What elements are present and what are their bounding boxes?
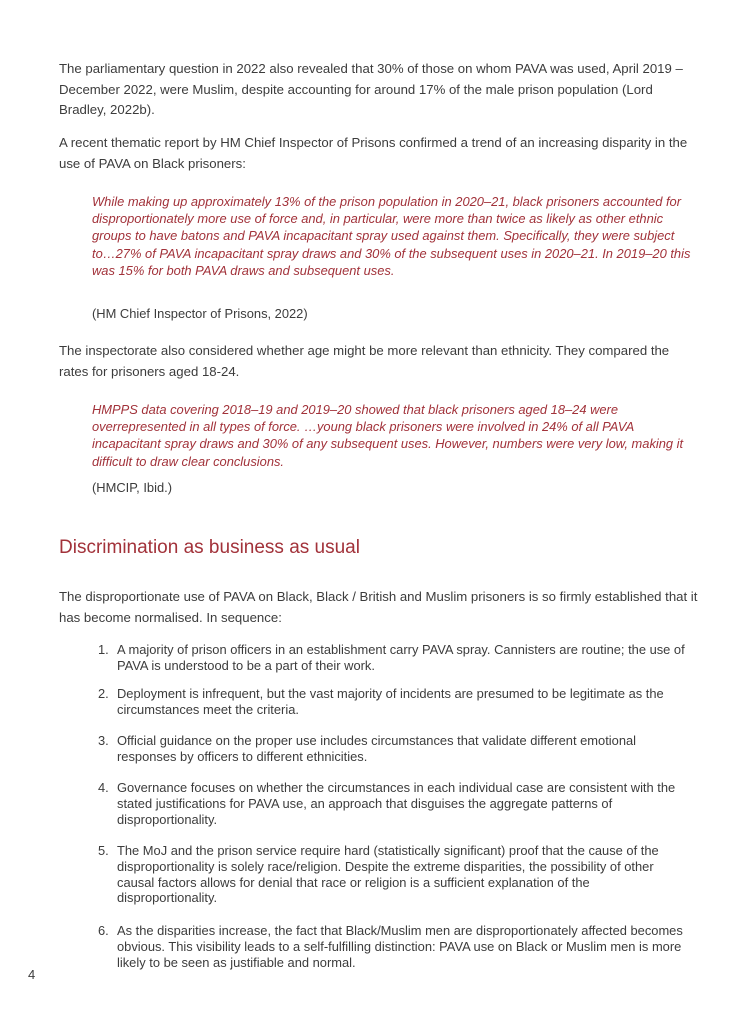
paragraph-normalised: The disproportionate use of PAVA on Black, Black / British and Muslim prisoners is so firmly established that it has become normalised. In sequence: (59, 589, 698, 625)
quote-citation-hmcip-ibid: (HMCIP, Ibid.) (92, 480, 172, 495)
list-item (98, 780, 690, 827)
quote-hmpps-data: HMPPS data covering 2018–19 and 2019–20 showed that black prisoners aged 18–24 were overrepresented in all types of force. …young black prisoners were involved in 24% of all PAVA incapacitant spray draws and 30% of any subsequent uses. However, numbers were very low, making it difficult to draw clear conclusions. (92, 402, 684, 469)
list-item-number: 1. (98, 642, 109, 657)
list-item-number: 4. (98, 780, 109, 795)
list-item-number: 6. (98, 923, 109, 938)
paragraph-thematic-report: A recent thematic report by HM Chief Inspector of Prisons confirmed a trend of an increasing disparity in the use of PAVA on Black prisoners: (59, 135, 688, 171)
list-item-number: 5. (98, 843, 109, 858)
list-item (98, 843, 690, 906)
list-item-text: Official guidance on the proper use includes circumstances that validate different emotional responses by officers to different ethnicities. (117, 733, 637, 764)
list-item (98, 923, 690, 970)
paragraph-inspectorate-age: The inspectorate also considered whether age might be more relevant than ethnicity. They compared the rates for prisoners aged 18-24. (59, 343, 670, 379)
paragraph-muslim-statistics: The parliamentary question in 2022 also revealed that 30% of those on whom PAVA was used, April 2019 – December 2022, were Muslim, despite accounting for around 17% of the male prison population (Lord Bradley, 2022b). (59, 61, 683, 117)
list-item (98, 686, 690, 718)
list-item-text: As the disparities increase, the fact that Black/Muslim men are disproportionately affected becomes obvious. This visibility leads to a self-fulfilling distinction: PAVA use on Black or Muslim men is more likely to be seen as justifiable and normal. (117, 923, 683, 970)
list-item-number: 3. (98, 733, 109, 748)
list-item-text: Deployment is infrequent, but the vast majority of incidents are presumed to be legitimate as the circumstances meet the criteria. (117, 686, 664, 717)
quote-hmcip-2022: While making up approximately 13% of the prison population in 2020–21, black prisoners accounted for disproportionately more use of force and, in particular, were more than twice as likely as other ethnic groups to have batons and PAVA incapacitant spray used against them. Specifically, they were subject to…27% of PAVA incapacitant spray draws and 30% of the subsequent uses in 2020–21. In 2019–20 this was 15% for both PAVA draws and subsequent uses. (92, 194, 691, 278)
list-item-number: 2. (98, 686, 109, 701)
quote-citation-hmcip-2022: (HM Chief Inspector of Prisons, 2022) (92, 306, 308, 321)
list-item-text: The MoJ and the prison service require hard (statistically significant) proof that the cause of the disproportionality is solely race/religion. Despite the extreme disparities, the possibility of other causal factors allows for denial that race or religion is a sufficient explanation of the disproportionality. (117, 843, 659, 906)
list-item (98, 642, 690, 674)
list-item-text: Governance focuses on whether the circumstances in each individual case are consistent with the stated justifications for PAVA use, an approach that disguises the aggregate patterns of disproportionality. (117, 780, 676, 827)
section-heading: Discrimination as business as usual (59, 537, 360, 558)
list-item-text: A majority of prison officers in an establishment carry PAVA spray. Cannisters are routine; the use of PAVA is understood to be a part of their work. (117, 642, 685, 673)
list-item (98, 733, 690, 765)
page-number: 4 (28, 967, 36, 982)
